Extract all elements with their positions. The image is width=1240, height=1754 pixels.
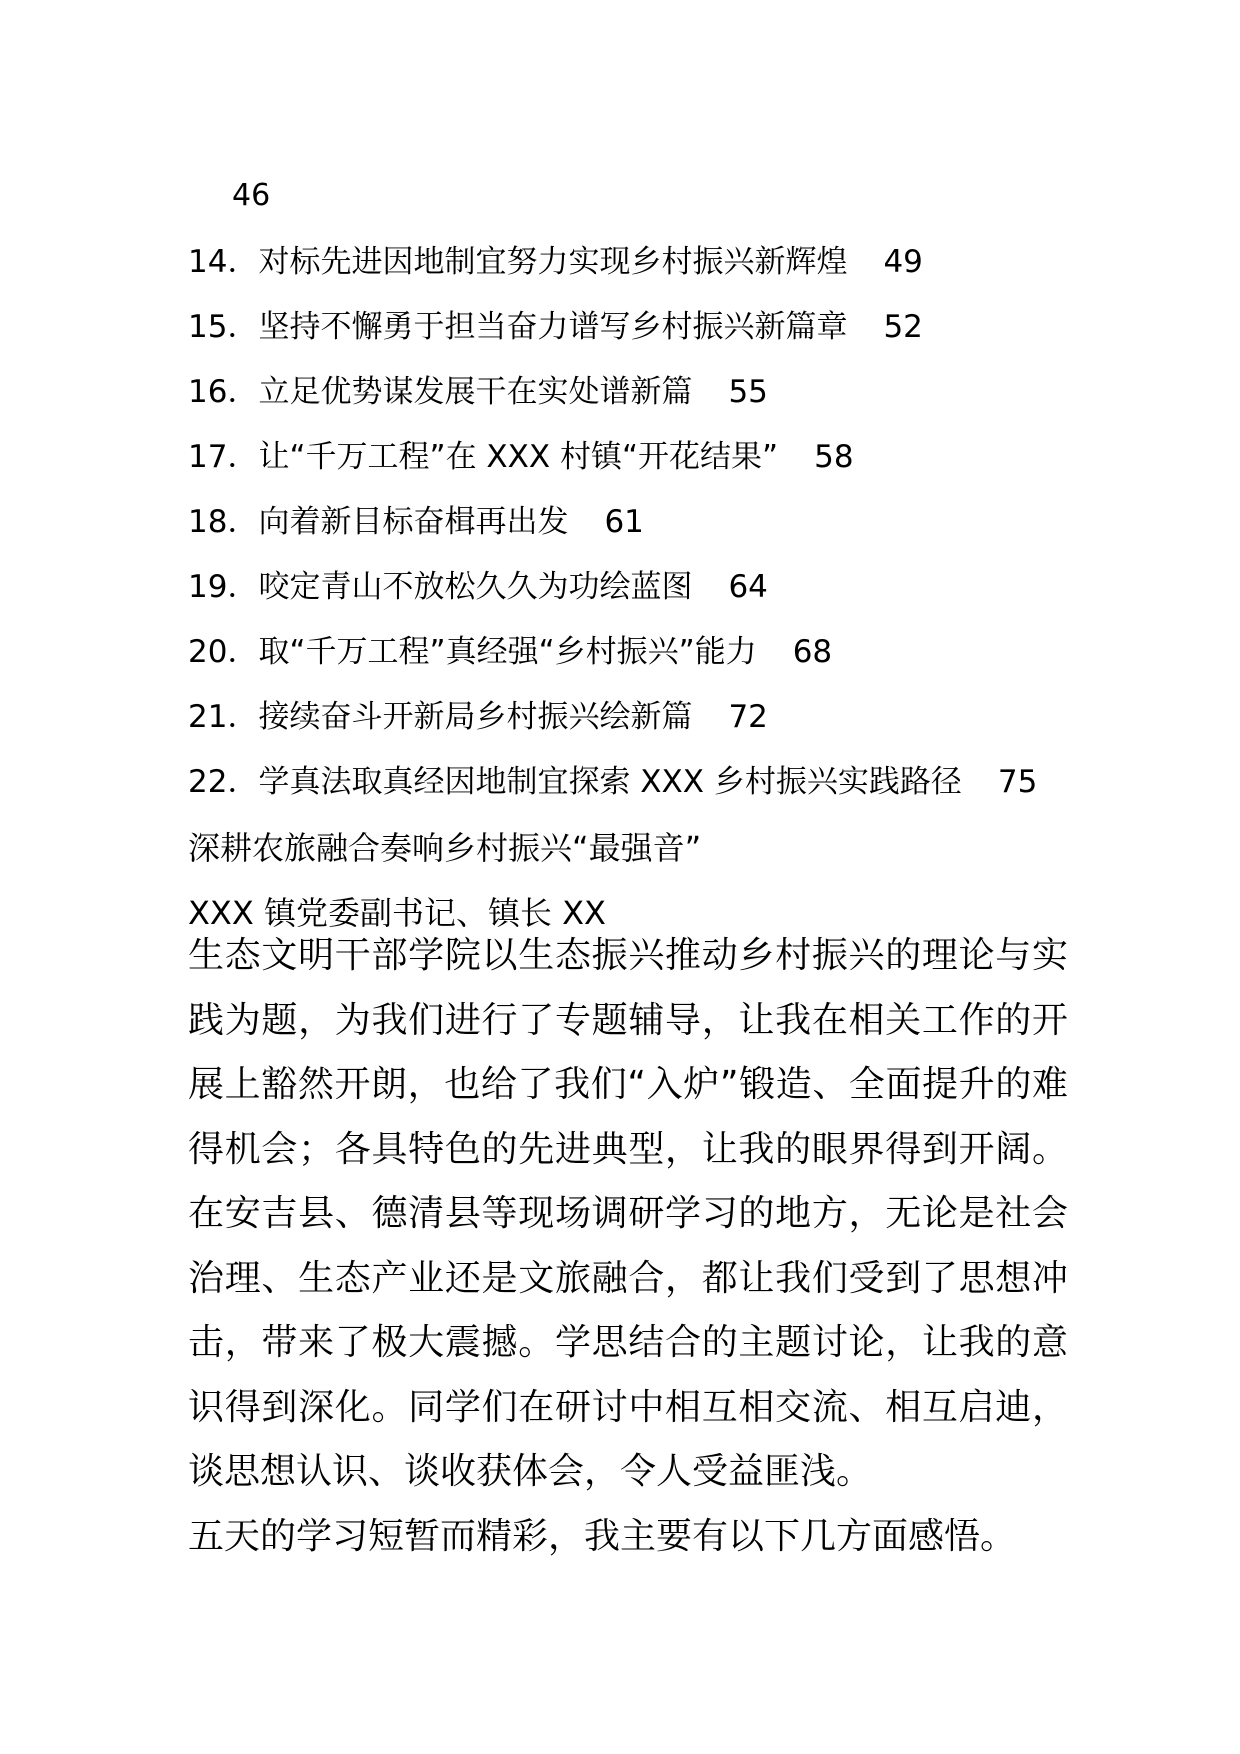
toc-entry-page: 52	[883, 309, 923, 345]
toc-entry[interactable]	[188, 370, 1068, 435]
toc-entry-title: 坚持不懈勇于担当奋力谱写乡村振兴新篇章	[258, 309, 848, 345]
toc-entry-page: 58	[814, 439, 854, 475]
toc-entry-number: 14．	[188, 244, 259, 280]
toc-entry-number: 18．	[188, 504, 259, 540]
toc-entry-title: 向着新目标奋楫再出发	[258, 504, 569, 540]
toc-entry-number: 19．	[188, 569, 259, 605]
toc-entry-page: 49	[883, 244, 923, 280]
toc-entry[interactable]	[188, 760, 1068, 825]
toc-entry-title: 咬定青山不放松久久为功绘蓝图	[258, 569, 693, 605]
toc-entry[interactable]	[188, 565, 1068, 630]
article-author: XXX 镇党委副书记、镇长 XX	[188, 894, 606, 932]
toc-entry-page: 55	[728, 374, 768, 410]
toc-entry-title: 取“千万工程”真经强“乡村振兴”能力	[258, 634, 757, 670]
toc-entry-title: 接续奋斗开新局乡村振兴绘新篇	[258, 699, 693, 735]
toc-entry-page: 72	[728, 699, 768, 735]
toc-entry-number: 17．	[188, 439, 259, 475]
toc-entry-number: 20．	[188, 634, 259, 670]
toc-entry-page: 68	[792, 634, 833, 670]
table-of-contents	[188, 240, 1068, 825]
article-title: 深耕农旅融合奏响乡村振兴“最强音”	[188, 829, 702, 867]
toc-entry[interactable]	[188, 500, 1068, 565]
toc-entry-page: 61	[604, 504, 644, 540]
toc-entry[interactable]	[188, 435, 1068, 500]
toc-entry-number: 22．	[188, 764, 259, 800]
article-paragraph: 五天的学习短暂而精彩，我主要有以下几方面感悟。	[188, 1515, 1017, 1557]
toc-entry-page: 64	[728, 569, 768, 605]
article-paragraph: 生态文明干部学院以生态振兴推动乡村振兴的理论与实践为题，为我们进行了专题辅导，让我在相关工作的开展上豁然开朗，也给了我们“入炉”锻造、全面提升的难得机会；各具特色的先进典型，让我的眼界得到开阔。在安吉县、德清县等现场调研学习的地方，无论是社会治理、生态产业还是文旅融合，都让我们受到了思想冲击，带来了极大震撼。学思结合的主题讨论，让我的意识得到深化。同学们在研讨中相互相交流、相互启迪，谈思想认识、谈收获体会，令人受益匪浅。	[188, 935, 1068, 1492]
toc-entry-title: 让“千万工程”在 XXX 村镇“开花结果”	[258, 439, 779, 475]
toc-entry-number: 15．	[188, 309, 259, 345]
toc-entry-page: 75	[997, 764, 1038, 800]
toc-entry-title: 学真法取真经因地制宜探索 XXX 乡村振兴实践路径	[258, 764, 962, 800]
toc-entry-title: 立足优势谋发展干在实处谱新篇	[258, 374, 693, 410]
toc-entry-number: 21．	[188, 699, 259, 735]
article-body	[188, 924, 1068, 1569]
toc-continued-page-number: 46	[232, 178, 271, 213]
toc-entry[interactable]	[188, 240, 1068, 305]
toc-entry[interactable]	[188, 305, 1068, 370]
toc-entry[interactable]	[188, 695, 1068, 760]
toc-entry[interactable]	[188, 630, 1068, 695]
toc-entry-number: 16．	[188, 374, 259, 410]
toc-entry-title: 对标先进因地制宜努力实现乡村振兴新辉煌	[258, 244, 848, 280]
